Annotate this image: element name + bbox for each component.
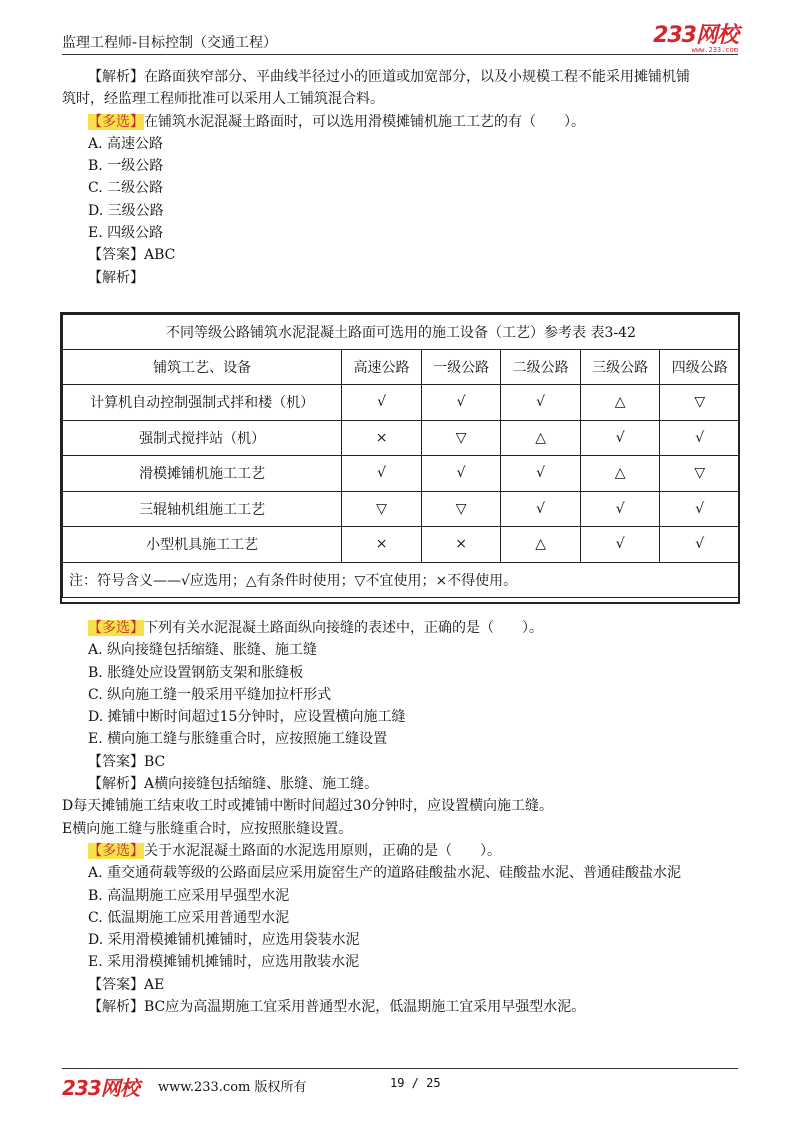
table-header-cell: 一级公路 bbox=[421, 350, 501, 385]
table-cell: √ bbox=[342, 385, 422, 421]
footer-copyright: www.233.com 版权所有 bbox=[158, 1080, 307, 1095]
q2-stem: 【多选】下列有关水泥混凝土路面纵向接缝的表述中，正确的是（ ）。 bbox=[88, 620, 543, 636]
table-cell: √ bbox=[421, 385, 501, 421]
table-cell: √ bbox=[501, 491, 581, 527]
q1-option-c: C. 二级公路 bbox=[88, 180, 164, 197]
q2-analysis-line-1: 【解析】A横向接缝包括缩缝、胀缝、施工缝。 bbox=[88, 776, 379, 793]
table-cell: √ bbox=[342, 456, 422, 492]
table-cell: × bbox=[342, 527, 422, 563]
q2-option-c: C. 纵向施工缝一般采用平缝加拉杆形式 bbox=[88, 686, 332, 703]
q2-option-d: D. 摊铺中断时间超过15分钟时，应设置横向施工缝 bbox=[88, 709, 406, 726]
table-cell: ▽ bbox=[421, 420, 501, 456]
q2-option-a: A. 纵向接缝包括缩缝、胀缝、施工缝 bbox=[88, 642, 318, 659]
table-cell: 滑模摊铺机施工工艺 bbox=[63, 456, 342, 492]
q2-option-e: E. 横向施工缝与胀缝重合时，应按照施工缝设置 bbox=[88, 731, 388, 748]
q1-answer: 【答案】ABC bbox=[88, 247, 176, 264]
table-cell: ▽ bbox=[421, 491, 501, 527]
table-header-cell: 铺筑工艺、设备 bbox=[63, 350, 342, 385]
table-cell: √ bbox=[501, 385, 581, 421]
content-upper bbox=[62, 66, 738, 289]
q3-option-a: A. 重交通荷载等级的公路面层应采用旋窑生产的道路硅酸盐水泥、硅酸盐水泥、普通硅酸盐水泥 bbox=[88, 865, 682, 882]
page-header bbox=[62, 23, 738, 54]
table-header-cell: 三级公路 bbox=[580, 350, 660, 385]
q2-tag: 【多选】 bbox=[88, 620, 144, 636]
table-cell: √ bbox=[580, 420, 660, 456]
table-row bbox=[63, 527, 740, 563]
brand-logo bbox=[653, 23, 738, 54]
table-cell: × bbox=[342, 420, 422, 456]
table-row bbox=[63, 456, 740, 492]
footer-rule bbox=[62, 1068, 738, 1069]
q1-tag: 【多选】 bbox=[88, 113, 144, 130]
q2-analysis-line-3: E横向施工缝与胀缝重合时，应按照胀缝设置。 bbox=[62, 820, 353, 837]
table-cell: ▽ bbox=[660, 456, 740, 492]
q1-option-a: A. 高速公路 bbox=[88, 135, 164, 152]
table-note: 注：符号含义——√应选用；△有条件时使用；▽不宜使用；×不得使用。 bbox=[63, 562, 740, 597]
table-cell: △ bbox=[501, 420, 581, 456]
header-title: 监理工程师-目标控制（交通工程） bbox=[62, 35, 278, 51]
q1-option-d: D. 三级公路 bbox=[88, 202, 164, 219]
q1-option-e: E. 四级公路 bbox=[88, 225, 164, 242]
table-cell: ▽ bbox=[660, 385, 740, 421]
table-cell: 强制式搅拌站（机） bbox=[63, 420, 342, 456]
q3-option-b: B. 高温期施工应采用早强型水泥 bbox=[88, 887, 290, 904]
q3-option-e: E. 采用滑模摊铺机摊铺时，应选用散装水泥 bbox=[88, 954, 360, 971]
table-cell: △ bbox=[580, 456, 660, 492]
table-header-cell: 高速公路 bbox=[342, 350, 422, 385]
q3-tag: 【多选】 bbox=[88, 842, 144, 859]
table-cell: √ bbox=[660, 420, 740, 456]
q3-answer: 【答案】AE bbox=[88, 976, 165, 993]
table-cell: √ bbox=[660, 527, 740, 563]
q2-analysis-line-2: D每天摊铺施工结束收工时或摊铺中断时间超过30分钟时，应设置横向施工缝。 bbox=[62, 798, 554, 815]
q3-stem: 【多选】关于水泥混凝土路面的水泥选用原则，正确的是（ ）。 bbox=[88, 842, 501, 859]
table-cell: √ bbox=[421, 456, 501, 492]
logo-main-text: 233网校 bbox=[653, 23, 738, 48]
q1-option-b: B. 一级公路 bbox=[88, 158, 164, 175]
q3-option-d: D. 采用滑模摊铺机摊铺时，应选用袋装水泥 bbox=[88, 932, 360, 949]
table-cell: √ bbox=[660, 491, 740, 527]
q3-option-c: C. 低温期施工应采用普通型水泥 bbox=[88, 909, 290, 926]
q3-analysis-line-1: 【解析】BC应为高温期施工宜采用普通型水泥，低温期施工宜采用早强型水泥。 bbox=[88, 999, 586, 1016]
table-header-cell: 二级公路 bbox=[501, 350, 581, 385]
q0-analysis-line-1: 【解析】在路面狭窄部分、平曲线半径过小的匝道或加宽部分，以及小规模工程不能采用摊铺机铺 bbox=[88, 69, 690, 85]
q1-stem: 【多选】在铺筑水泥混凝土路面时，可以选用滑模摊铺机施工工艺的有（ ）。 bbox=[88, 113, 585, 130]
table-cell: × bbox=[421, 527, 501, 563]
table-cell: △ bbox=[501, 527, 581, 563]
table-row bbox=[63, 491, 740, 527]
table-cell: 小型机具施工工艺 bbox=[63, 527, 342, 563]
page-footer bbox=[62, 1072, 738, 1100]
table-cell: √ bbox=[580, 527, 660, 563]
header-rule bbox=[62, 54, 738, 55]
table-cell: △ bbox=[580, 385, 660, 421]
q1-analysis: 【解析】 bbox=[88, 269, 144, 286]
page-number: 19 / 25 bbox=[390, 1076, 441, 1090]
table-row bbox=[63, 385, 740, 421]
table-header-row bbox=[63, 350, 740, 385]
equipment-reference-table bbox=[62, 314, 740, 598]
q2-answer: 【答案】BC bbox=[88, 753, 166, 770]
table-cell: √ bbox=[501, 456, 581, 492]
table-cell: ▽ bbox=[342, 491, 422, 527]
logo-sub-text: www.233.com bbox=[691, 46, 738, 54]
table-row bbox=[63, 420, 740, 456]
footer-logo: 233网校 bbox=[62, 1076, 139, 1100]
table-header-cell: 四级公路 bbox=[660, 350, 740, 385]
table-cell: √ bbox=[580, 491, 660, 527]
q2-option-b: B. 胀缝处应设置钢筋支架和胀缝板 bbox=[88, 664, 304, 681]
table-caption: 不同等级公路铺筑水泥混凝土路面可选用的施工设备（工艺）参考表 表3-42 bbox=[63, 315, 740, 350]
q0-analysis-line-2: 筑时，经监理工程师批准可以采用人工铺筑混合料。 bbox=[62, 91, 384, 108]
table-cell: 计算机自动控制强制式拌和楼（机） bbox=[63, 385, 342, 421]
content-lower bbox=[62, 617, 738, 1018]
table-cell: 三辊轴机组施工工艺 bbox=[63, 491, 342, 527]
